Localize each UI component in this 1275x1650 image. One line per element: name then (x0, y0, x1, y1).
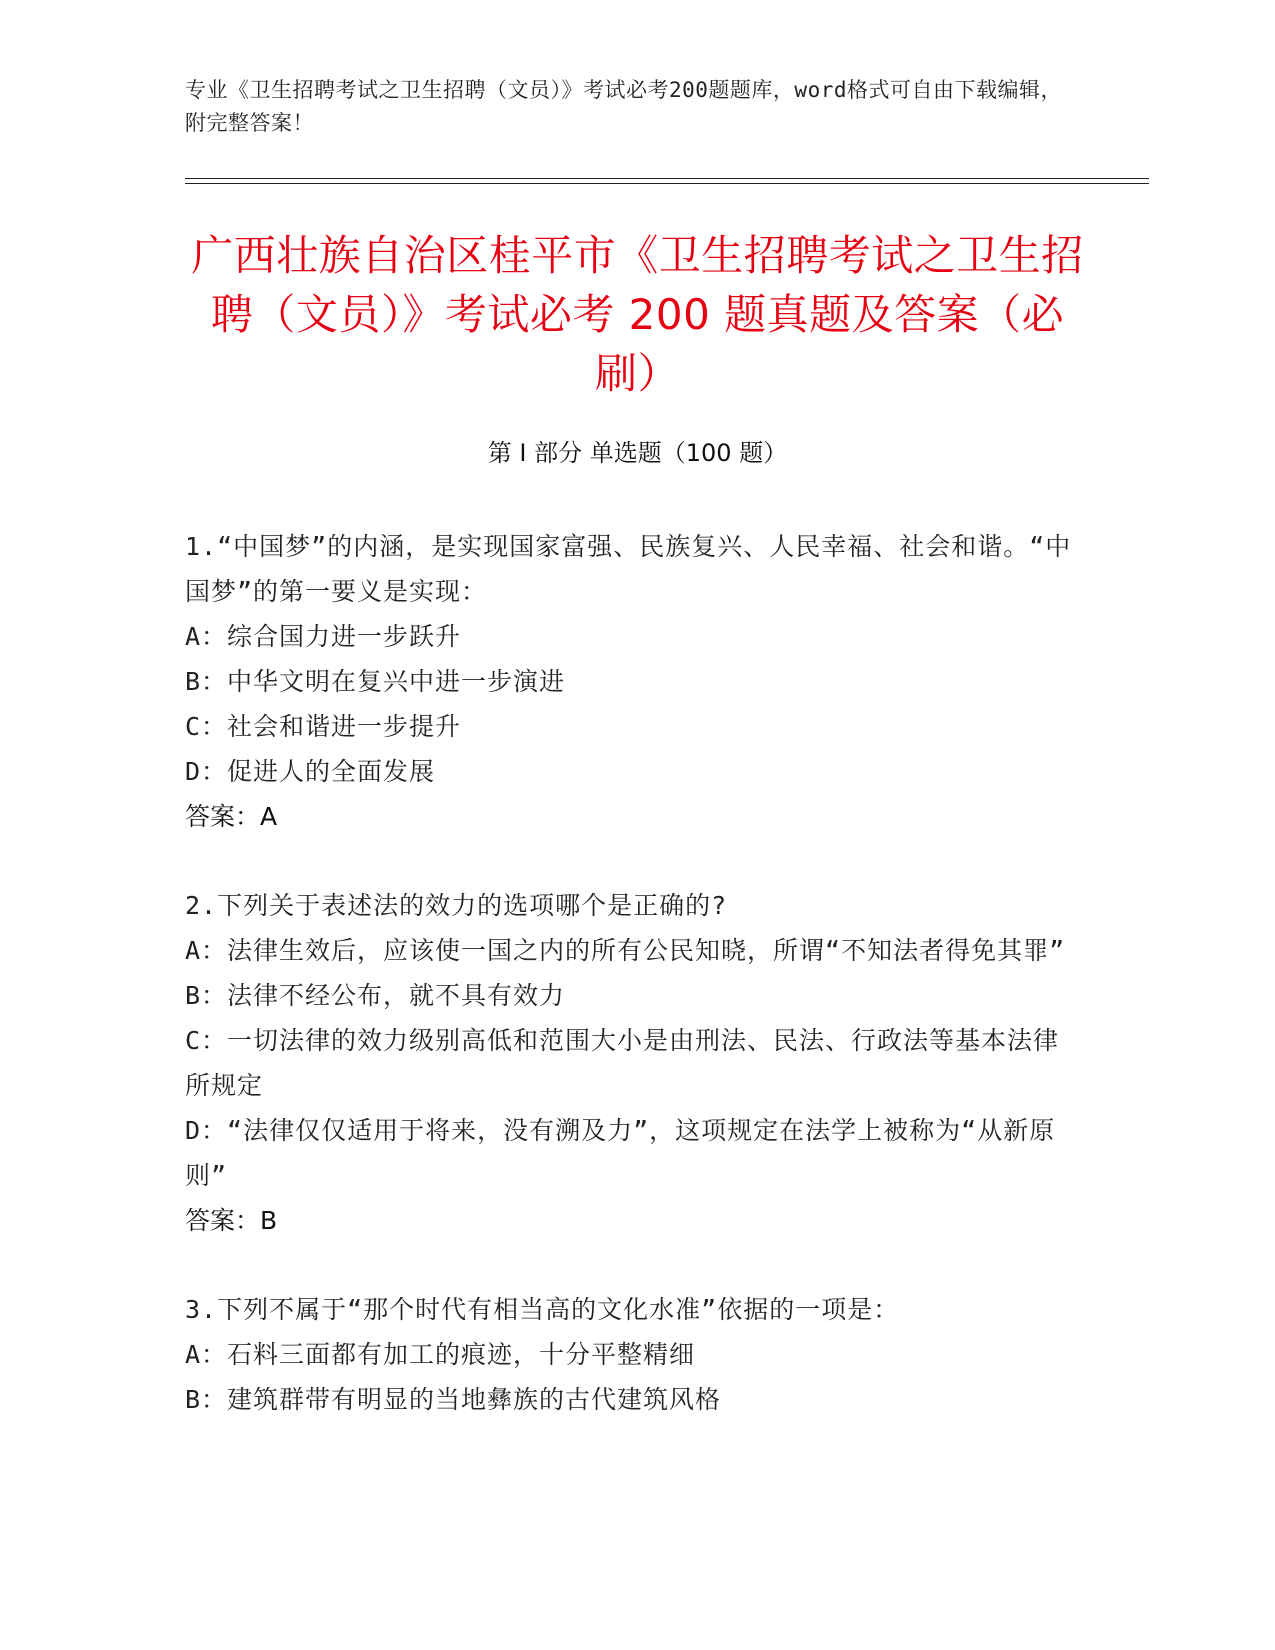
document-title: 广西壮族自治区桂平市《卫生招聘考试之卫生招聘（文员）》考试必考 200 题真题及答案（必刷） (191, 231, 1084, 398)
question-item (185, 883, 1075, 1243)
header-divider-top (185, 178, 1149, 179)
header-divider-bottom (185, 183, 1149, 184)
option-c: C：社会和谐进一步提升 (185, 712, 462, 741)
option-d: D：“法律仅仅适用于将来，没有溯及力”，这项规定在法学上被称为“从新原则” (185, 1116, 1056, 1190)
question-item (185, 524, 1075, 839)
answer-line: 答案：A (185, 802, 278, 831)
question-stem: 3.下列不属于“那个时代有相当高的文化水准”依据的一项是： (185, 1295, 900, 1324)
question-list (185, 524, 1075, 1466)
question-stem: 1.“中国梦”的内涵，是实现国家富强、民族复兴、人民幸福、社会和谐。“中国梦”的第一要义是实现： (185, 532, 1072, 606)
section-heading: 第 I 部分 单选题（100 题） (487, 439, 788, 467)
option-b: B：法律不经公布，就不具有效力 (185, 981, 566, 1010)
option-b: B：建筑群带有明显的当地彝族的古代建筑风格 (185, 1385, 722, 1414)
option-b: B：中华文明在复兴中进一步演进 (185, 667, 566, 696)
option-a: A：综合国力进一步跃升 (185, 622, 462, 651)
question-item (185, 1287, 1075, 1422)
option-c: C：一切法律的效力级别高低和范围大小是由刑法、民法、行政法等基本法律所规定 (185, 1026, 1060, 1100)
option-a: A：石料三面都有加工的痕迹，十分平整精细 (185, 1340, 696, 1369)
option-d: D：促进人的全面发展 (185, 757, 436, 786)
question-stem: 2.下列关于表述法的效力的选项哪个是正确的? (185, 891, 728, 920)
option-a: A：法律生效后，应该使一国之内的所有公民知晓，所谓“不知法者得免其罪” (185, 936, 1066, 965)
header-note: 专业《卫生招聘考试之卫生招聘（文员）》考试必考200题题库，word格式可自由下载编辑，附完整答案！ (185, 78, 1062, 135)
answer-line: 答案：B (185, 1206, 278, 1235)
